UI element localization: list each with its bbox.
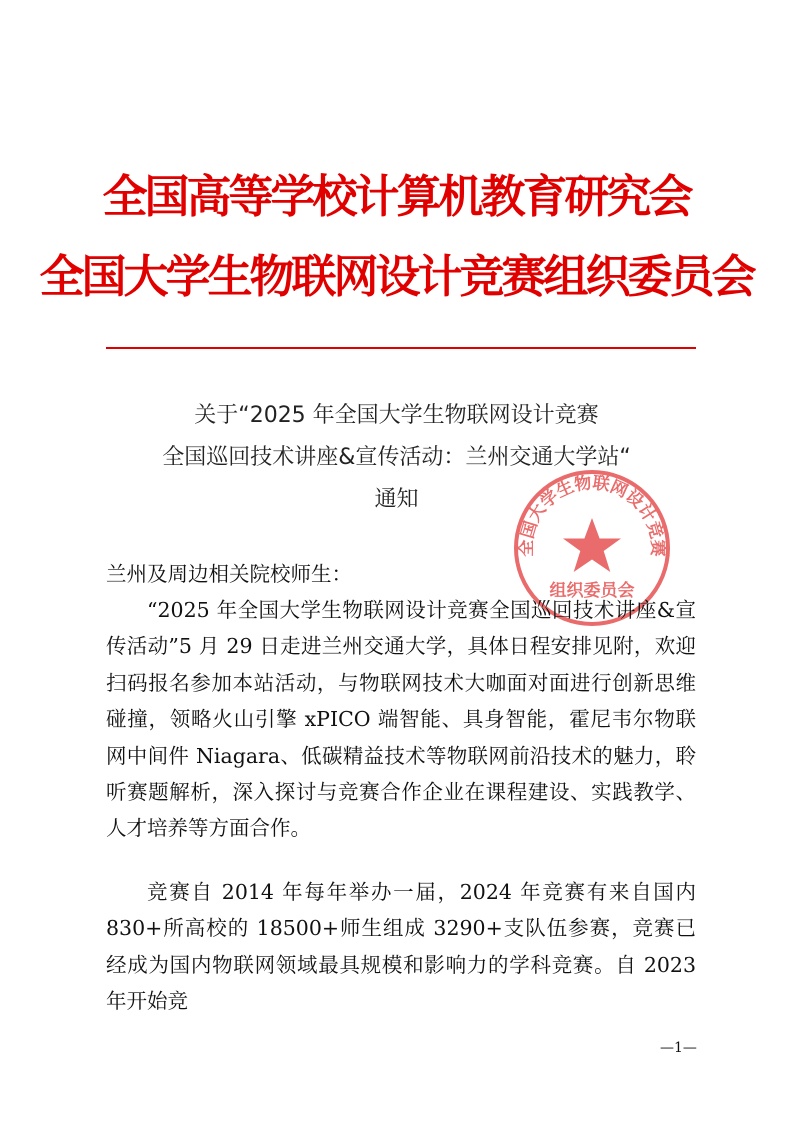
page-number: —1— xyxy=(660,1040,697,1056)
seal-center-text: 组织委员会 xyxy=(549,581,635,601)
paragraph-2: 竞赛自 2014 年每年举办一届，2024 年竞赛有来自国内 830+所高校的 18500+师生组成 3290+支队伍参赛，竞赛已经成为国内物联网领域最具规模和影响力的学科竞赛。自 2023 年开始竞 xyxy=(106,880,696,1014)
paragraph-1: “2025 年全国大学生物联网设计竞赛全国巡回技术讲座&宣传活动”5 月 29 日走进兰州交通大学，具体日程安排见附，欢迎扫码报名参加本站活动，与物联网技术大咖面对面进行创新思维碰撞，领略火山引擎 xPICO 端智能、具身智能，霍尼韦尔物联网中间件 Niagara、低碳精益技术等物联网前沿技术的魅力，聆听赛题解析，深入探讨与竞赛合作企业在课程建设、实践教学、人才培养等方面合作。 xyxy=(106,598,696,841)
notice-title-line-2: 全国巡回技术讲座&宣传活动：兰州交通大学站“ xyxy=(162,445,631,470)
notice-title-line-3: 通知 xyxy=(374,487,419,512)
organization-name-1: 全国高等学校计算机教育研究会 xyxy=(102,170,691,223)
notice-title-line-1: 关于“2025 年全国大学生物联网设计竞赛 xyxy=(194,403,599,428)
salutation: 兰州及周边相关院校师生： xyxy=(106,562,352,586)
header-divider xyxy=(106,347,696,349)
organization-name-2: 全国大学生物联网设计竞赛组织委员会 xyxy=(39,250,754,303)
seal-ring-text: 全国大学生物联网设计竞赛 xyxy=(516,473,668,557)
